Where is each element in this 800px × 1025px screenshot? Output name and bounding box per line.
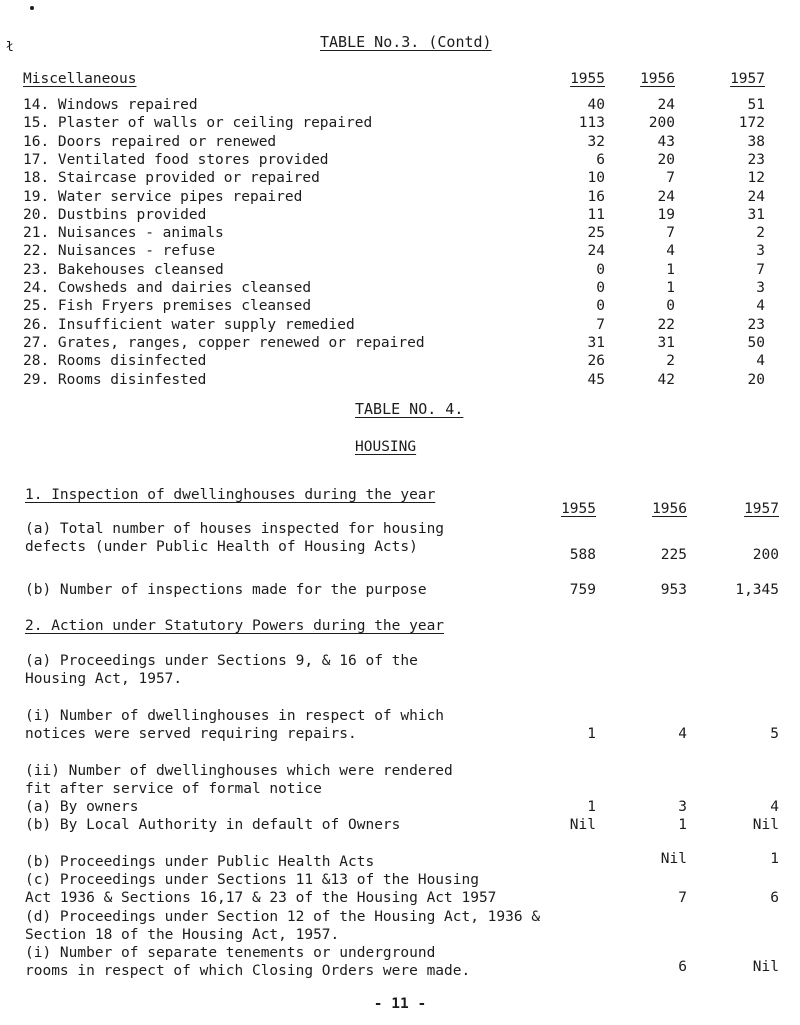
item-d-i-1956: 6 [678, 959, 687, 975]
table3-cell-1955: 0 [596, 280, 605, 296]
item-b-1956: 953 [660, 582, 687, 598]
item-ii-a-1957: 4 [770, 799, 779, 815]
table3-cell-1957: 20 [747, 372, 765, 388]
table3-cell-1956: 1 [666, 280, 675, 296]
table3-cell-1956: 1 [666, 262, 675, 278]
table3-cell-1955: 45 [587, 372, 605, 388]
table3-row-label: 27. Grates, ranges, copper renewed or repaired [23, 335, 425, 351]
item-i-1956: 4 [678, 726, 687, 742]
table3-cell-1956: 7 [666, 225, 675, 241]
table3-cell-1955: 26 [587, 353, 605, 369]
table3-cell-1957: 4 [756, 353, 765, 369]
item-ii-a-1955: 1 [587, 799, 596, 815]
table3-heading: TABLE No.3. (Contd) [320, 33, 492, 51]
table3-cell-1956: 24 [657, 189, 675, 205]
table3-cell-1957: 7 [756, 262, 765, 278]
proceedings-c-line2: Act 1936 & Sections 16,17 & 23 of the Housing Act 1957 [25, 890, 497, 906]
table3-row-label: 18. Staircase provided or repaired [23, 170, 320, 186]
item-ii-a-line: (a) By owners [25, 799, 139, 815]
section2-title: 2. Action under Statutory Powers during the year [25, 618, 445, 634]
item-a-line1: (a) Total number of houses inspected for housing [25, 521, 445, 537]
proceedings-c-1956: 7 [678, 890, 687, 906]
table3-row-label: 20. Dustbins provided [23, 207, 207, 223]
table3-cell-1955: 25 [587, 225, 605, 241]
table3-row-label: 19. Water service pipes repaired [23, 189, 303, 205]
table3-cell-1956: 0 [666, 298, 675, 314]
table4-year-1956: 1956 [652, 501, 687, 517]
item-a-line2: defects (under Public Health of Housing Acts) [25, 539, 418, 555]
item-i-1957: 5 [770, 726, 779, 742]
item-i-1955: 1 [587, 726, 596, 742]
table3-cell-1955: 16 [587, 189, 605, 205]
item-b-1957: 1,345 [735, 582, 779, 598]
table3-cell-1956: 20 [657, 152, 675, 168]
table3-cell-1957: 2 [756, 225, 765, 241]
table3-cell-1956: 7 [666, 170, 675, 186]
table3-year-1956: 1956 [640, 71, 675, 87]
table3-cell-1957: 4 [756, 298, 765, 314]
table3-cell-1955: 31 [587, 335, 605, 351]
table3-row-label: 22. Nuisances - refuse [23, 243, 216, 259]
table3-cell-1955: 0 [596, 262, 605, 278]
item-d-i-line2: rooms in respect of which Closing Orders were made. [25, 963, 471, 979]
page-number: - 11 - [373, 996, 427, 1012]
item-b-1955: 759 [569, 582, 596, 598]
item-a-1955: 588 [569, 547, 596, 563]
table3-cell-1956: 43 [657, 134, 675, 150]
table3-row-label: 25. Fish Fryers premises cleansed [23, 298, 312, 314]
table4-year-1955: 1955 [561, 501, 596, 517]
table3-row-label: 26. Insufficient water supply remedied [23, 317, 355, 333]
proceedings-a-line1: (a) Proceedings under Sections 9, & 16 of the [25, 653, 418, 669]
table4-year-1957: 1957 [744, 501, 779, 517]
table3-cell-1957: 3 [756, 243, 765, 259]
item-i-line1: (i) Number of dwellinghouses in respect of which [25, 708, 445, 724]
margin-mark: ł [6, 40, 14, 55]
table3-cell-1956: 19 [657, 207, 675, 223]
proceedings-b-line: (b) Proceedings under Public Health Acts [25, 854, 375, 870]
proceedings-d-line2: Section 18 of the Housing Act, 1957. [25, 927, 340, 943]
table3-cell-1957: 24 [747, 189, 765, 205]
table4-subheading: HOUSING [355, 439, 417, 455]
item-i-line2: notices were served requiring repairs. [25, 726, 357, 742]
table3-row-label: 21. Nuisances - animals [23, 225, 224, 241]
table3-row-label: 29. Rooms disinfested [23, 372, 207, 388]
table3-cell-1955: 6 [596, 152, 605, 168]
margin-dot [30, 6, 34, 10]
item-b-line: (b) Number of inspections made for the purpose [25, 582, 427, 598]
table3-row-label: 23. Bakehouses cleansed [23, 262, 224, 278]
table3-cell-1957: 172 [738, 115, 765, 131]
table3-cell-1956: 200 [648, 115, 675, 131]
proceedings-c-line1: (c) Proceedings under Sections 11 &13 of the Housing [25, 872, 479, 888]
table3-cell-1957: 23 [747, 152, 765, 168]
table3-year-1957: 1957 [730, 71, 765, 87]
table3-row-label: 15. Plaster of walls or ceiling repaired [23, 115, 373, 131]
item-ii-line2: fit after service of formal notice [25, 781, 322, 797]
proceedings-b-1957: 1 [770, 851, 779, 867]
table3-cell-1955: 113 [578, 115, 605, 131]
table3-cell-1955: 24 [587, 243, 605, 259]
table3-cell-1956: 42 [657, 372, 675, 388]
item-ii-line1: (ii) Number of dwellinghouses which were rendered [25, 763, 453, 779]
table3-cell-1955: 0 [596, 298, 605, 314]
item-ii-a-1956: 3 [678, 799, 687, 815]
proceedings-d-line1: (d) Proceedings under Section 12 of the Housing Act, 1936 & [25, 909, 541, 925]
item-ii-b-1955: Nil [569, 817, 596, 833]
item-ii-b-1956: 1 [678, 817, 687, 833]
table3-row-label: 24. Cowsheds and dairies cleansed [23, 280, 312, 296]
table3-row-label: 28. Rooms disinfected [23, 353, 207, 369]
table3-cell-1956: 2 [666, 353, 675, 369]
item-a-1956: 225 [660, 547, 687, 563]
section1-title: 1. Inspection of dwellinghouses during the year [25, 487, 436, 503]
item-d-i-1957: Nil [752, 959, 779, 975]
table3-cell-1955: 7 [596, 317, 605, 333]
table3-cell-1955: 10 [587, 170, 605, 186]
item-d-i-line1: (i) Number of separate tenements or underground [25, 945, 436, 961]
table3-cell-1957: 31 [747, 207, 765, 223]
proceedings-a-line2: Housing Act, 1957. [25, 671, 183, 687]
table3-cell-1956: 24 [657, 97, 675, 113]
table3-cell-1956: 22 [657, 317, 675, 333]
table3-year-1955: 1955 [570, 71, 605, 87]
table3-row-label: 17. Ventilated food stores provided [23, 152, 329, 168]
table3-cell-1957: 23 [747, 317, 765, 333]
table3-cell-1955: 11 [587, 207, 605, 223]
table3-row-label: 16. Doors repaired or renewed [23, 134, 277, 150]
table3-cell-1956: 4 [666, 243, 675, 259]
table3-row-label: 14. Windows repaired [23, 97, 198, 113]
table3-section-label: Miscellaneous [23, 71, 137, 87]
item-ii-b-line: (b) By Local Authority in default of Owners [25, 817, 401, 833]
table3-cell-1957: 50 [747, 335, 765, 351]
table3-cell-1957: 12 [747, 170, 765, 186]
table3-cell-1957: 38 [747, 134, 765, 150]
table3-cell-1955: 40 [587, 97, 605, 113]
proceedings-c-1957: 6 [770, 890, 779, 906]
table3-cell-1955: 32 [587, 134, 605, 150]
item-ii-b-1957: Nil [752, 817, 779, 833]
table3-cell-1957: 51 [747, 97, 765, 113]
table4-heading: TABLE NO. 4. [355, 400, 464, 418]
item-a-1957: 200 [752, 547, 779, 563]
proceedings-b-1956: Nil [660, 851, 687, 867]
table3-cell-1957: 3 [756, 280, 765, 296]
table3-cell-1956: 31 [657, 335, 675, 351]
